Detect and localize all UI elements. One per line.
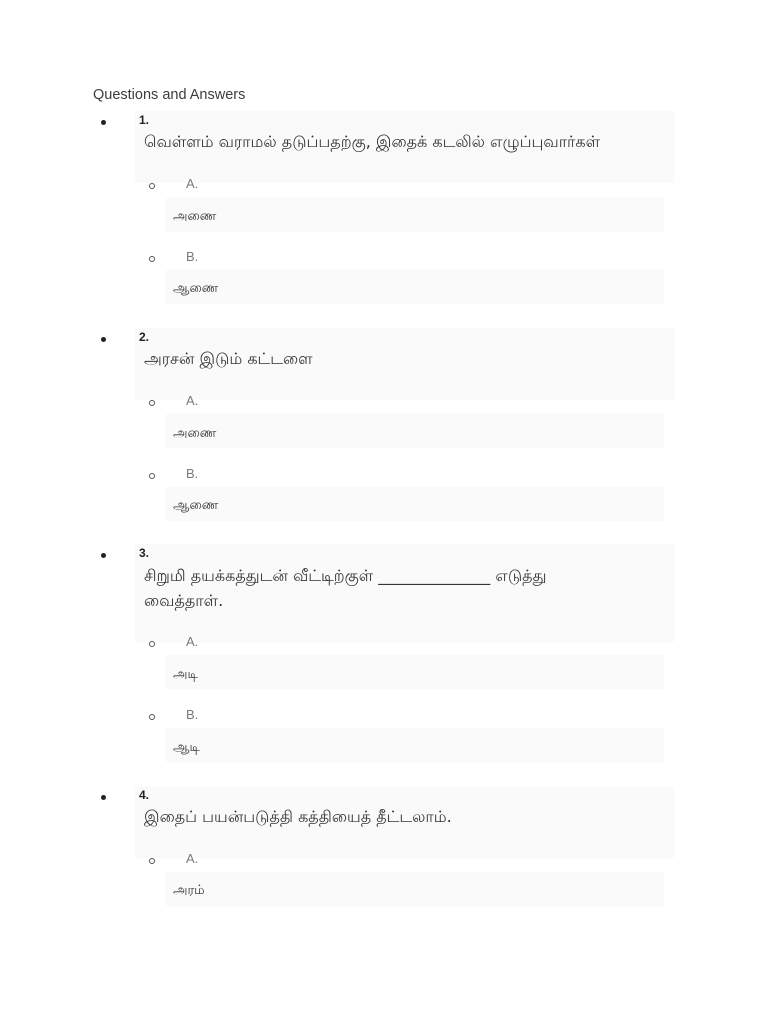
option-letter: B. (186, 707, 199, 722)
option-bullet (149, 183, 155, 189)
option-answer[interactable]: அடி (173, 667, 198, 682)
option-answer-box (166, 655, 664, 689)
question-text-line-1: சிறுமி தயக்கத்துடன் வீட்டிற்குள் ______________ எடுத்து (144, 566, 547, 585)
option-letter: A. (186, 634, 199, 649)
option-bullet (149, 714, 155, 720)
option-answer-box (166, 487, 664, 521)
question-bullet (101, 337, 106, 342)
option-answer[interactable]: ஆணை (173, 498, 219, 513)
option-bullet (149, 858, 155, 864)
option-answer-box (166, 872, 664, 906)
page-title: Questions and Answers (93, 87, 246, 103)
option-letter: A. (186, 176, 199, 191)
option-letter: A. (186, 393, 199, 408)
option-bullet (149, 400, 155, 406)
question-bullet (101, 120, 106, 125)
question-text: இதைப் பயன்படுத்தி கத்தியைத் தீட்டலாம். (144, 807, 452, 826)
question-text: அரசன் இடும் கட்டளை (144, 349, 313, 368)
question-number: 1. (139, 113, 150, 127)
question-text: வெள்ளம் வராமல் தடுப்பதற்கு, இதைக் கடலில் எழுப்புவார்கள் (144, 132, 601, 151)
question-number: 2. (139, 330, 150, 344)
option-bullet (149, 256, 155, 262)
option-letter: B. (186, 249, 199, 264)
option-answer-box (166, 728, 664, 762)
option-answer[interactable]: அரம் (173, 883, 205, 898)
option-bullet (149, 473, 155, 479)
option-answer[interactable]: அணை (173, 209, 217, 224)
option-bullet (149, 641, 155, 647)
question-bullet (101, 795, 106, 800)
option-letter: A. (186, 851, 199, 866)
option-answer-box (166, 414, 664, 448)
question-number: 3. (139, 546, 150, 560)
option-answer-box (166, 270, 664, 304)
question-number: 4. (139, 788, 150, 802)
question-text-line-2: வைத்தாள். (144, 591, 224, 610)
option-answer-box (166, 198, 664, 232)
option-answer[interactable]: அணை (173, 426, 217, 441)
option-letter: B. (186, 466, 199, 481)
option-answer[interactable]: ஆடி (173, 740, 200, 755)
question-bullet (101, 553, 106, 558)
option-answer[interactable]: ஆணை (173, 281, 219, 296)
